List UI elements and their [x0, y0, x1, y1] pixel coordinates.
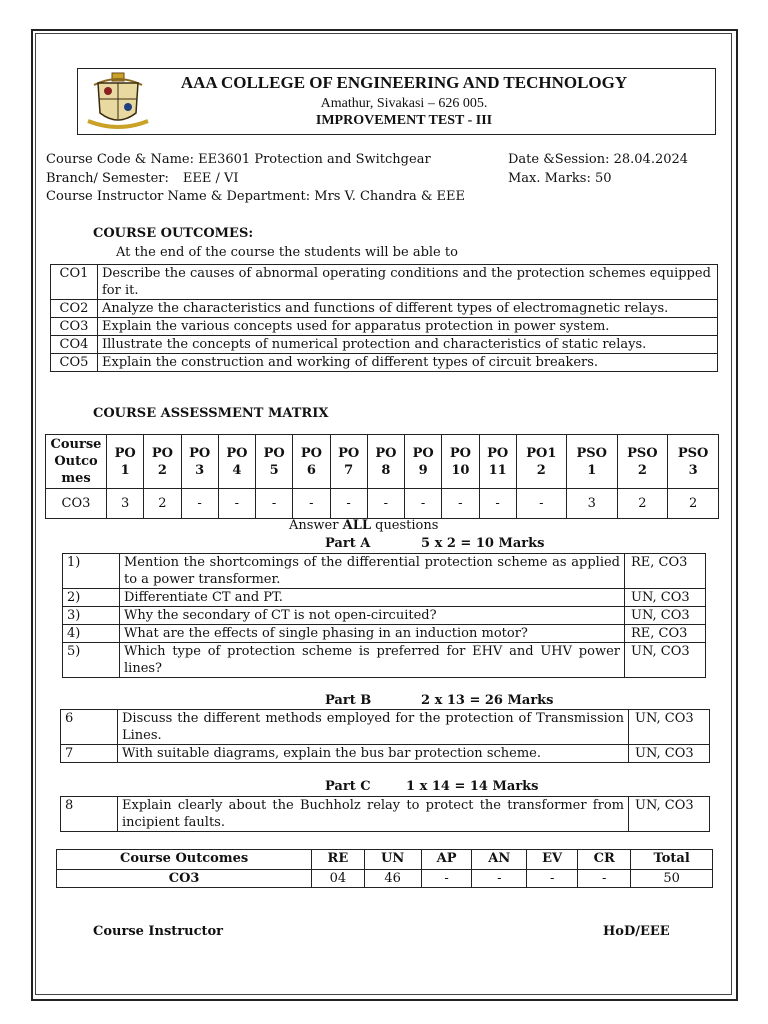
- matrix-header-line: 5: [269, 462, 279, 478]
- summary-value: 46: [364, 870, 421, 888]
- summary-value: -: [472, 870, 527, 888]
- question-row: [61, 797, 710, 832]
- summary-value: -: [421, 870, 472, 888]
- course-outcomes-intro: At the end of the course the students will be able to: [116, 245, 458, 260]
- outcome-text: Explain the various concepts used for apparatus protection in power system.: [98, 318, 718, 336]
- summary-header: RE: [312, 850, 364, 870]
- matrix-column-header: [218, 435, 255, 489]
- matrix-column-header: [107, 435, 144, 489]
- matrix-header-line: PO: [300, 445, 322, 461]
- header-box: [77, 68, 716, 135]
- outcome-code: CO5: [51, 354, 98, 372]
- matrix-header-line: PO: [263, 445, 285, 461]
- branch-semester: [46, 171, 239, 186]
- summary-value: -: [527, 870, 578, 888]
- assessment-matrix-heading: COURSE ASSESSMENT MATRIX: [93, 406, 329, 421]
- question-number: 8: [61, 797, 118, 832]
- matrix-value: 2: [668, 489, 719, 519]
- outcome-text: Explain the construction and working of different types of circuit breakers.: [98, 354, 718, 372]
- matrix-header-line: PO: [189, 445, 211, 461]
- question-text: Explain clearly about the Buchholz relay to protect the transformer from incipient faults.: [118, 797, 629, 832]
- part-b-table: [60, 709, 710, 763]
- question-text: Mention the shortcomings of the differential protection scheme as applied to a power transformer.: [120, 554, 625, 589]
- matrix-column-header: [617, 435, 668, 489]
- answer-prefix: Answer: [289, 518, 343, 533]
- summary-table: [56, 849, 713, 888]
- part-b-marks: 2 x 13 = 26 Marks: [421, 693, 554, 708]
- assessment-matrix-table: [45, 434, 719, 519]
- summary-value: 50: [631, 870, 713, 888]
- matrix-value: -: [516, 489, 566, 519]
- summary-header: EV: [527, 850, 578, 870]
- matrix-header-line: 8: [381, 462, 391, 478]
- matrix-header-line: 1: [120, 462, 130, 478]
- part-a-marks: 5 x 2 = 10 Marks: [421, 536, 545, 551]
- outcome-row: [51, 354, 718, 372]
- question-text: Differentiate CT and PT.: [120, 589, 625, 607]
- outcome-code: CO4: [51, 336, 98, 354]
- matrix-header-line: 10: [451, 462, 470, 478]
- course-code-name: Course Code & Name: EE3601 Protection and Switchgear: [46, 152, 431, 167]
- hod-signature: HoD/EEE: [603, 924, 670, 939]
- matrix-header-line: 1: [587, 462, 597, 478]
- matrix-header-line: PO: [375, 445, 397, 461]
- question-text: What are the effects of single phasing in an induction motor?: [120, 625, 625, 643]
- part-b-title: Part B: [325, 693, 372, 708]
- question-text: With suitable diagrams, explain the bus bar protection scheme.: [118, 745, 629, 763]
- question-level-co: UN, CO3: [625, 643, 706, 678]
- matrix-value: -: [405, 489, 442, 519]
- matrix-value: -: [330, 489, 367, 519]
- matrix-column-header: [668, 435, 719, 489]
- question-number: 4): [63, 625, 120, 643]
- question-row: [63, 607, 706, 625]
- matrix-value: 3: [566, 489, 617, 519]
- matrix-row-label: CO3: [46, 489, 107, 519]
- matrix-column-header: [181, 435, 218, 489]
- part-a-table: [62, 553, 706, 678]
- matrix-header-line: PO: [487, 445, 509, 461]
- matrix-header-line: PSO: [677, 445, 709, 461]
- question-level-co: UN, CO3: [625, 607, 706, 625]
- matrix-header-line: PSO: [576, 445, 607, 461]
- matrix-header-line: PO: [338, 445, 360, 461]
- matrix-header-line: PO: [449, 445, 471, 461]
- question-row: [63, 643, 706, 678]
- matrix-corner-line: mes: [61, 471, 91, 486]
- college-address: Amathur, Sivakasi – 626 005.: [320, 96, 488, 111]
- summary-value: 04: [312, 870, 364, 888]
- question-number: 5): [63, 643, 120, 678]
- course-outcomes-heading: COURSE OUTCOMES:: [93, 226, 254, 241]
- summary-header: AN: [472, 850, 527, 870]
- part-c-marks: 1 x 14 = 14 Marks: [406, 779, 539, 794]
- question-text: Why the secondary of CT is not open-circuited?: [120, 607, 625, 625]
- summary-header: Course Outcomes: [57, 850, 312, 870]
- question-row: [63, 625, 706, 643]
- part-c-title: Part C: [325, 779, 371, 794]
- answer-suffix: questions: [370, 518, 439, 533]
- matrix-value: 2: [617, 489, 668, 519]
- matrix-column-header: [516, 435, 566, 489]
- summary-value: CO3: [57, 870, 312, 888]
- outcome-row: [51, 318, 718, 336]
- matrix-value: -: [256, 489, 293, 519]
- matrix-corner-line: Course: [50, 437, 102, 452]
- matrix-header-line: 3: [195, 462, 205, 478]
- matrix-header-line: 11: [488, 462, 507, 478]
- part-a-title: Part A: [325, 536, 371, 551]
- matrix-header-line: PO: [151, 445, 173, 461]
- outcome-code: CO2: [51, 300, 98, 318]
- matrix-value: -: [293, 489, 330, 519]
- matrix-corner-line: Outco: [54, 454, 98, 469]
- matrix-header-line: PO: [114, 445, 136, 461]
- matrix-column-header: [144, 435, 181, 489]
- matrix-header-line: 2: [157, 462, 167, 478]
- course-outcomes-table: [50, 264, 718, 372]
- matrix-header-line: PSO: [627, 445, 658, 461]
- outcome-text: Analyze the characteristics and functions of different types of electromagnetic relays.: [98, 300, 718, 318]
- matrix-header-line: 2: [637, 462, 647, 478]
- summary-header: CR: [578, 850, 631, 870]
- matrix-column-header: [566, 435, 617, 489]
- course-instructor-signature: Course Instructor: [93, 924, 224, 939]
- matrix-header-line: PO1: [526, 445, 557, 461]
- matrix-column-header: [479, 435, 516, 489]
- matrix-column-header: [442, 435, 479, 489]
- matrix-column-header: [256, 435, 293, 489]
- outcome-row: [51, 300, 718, 318]
- question-number: 2): [63, 589, 120, 607]
- question-row: [61, 710, 710, 745]
- matrix-value: 2: [144, 489, 181, 519]
- matrix-header-line: 3: [688, 462, 698, 478]
- outcome-code: CO3: [51, 318, 98, 336]
- outcome-text: Illustrate the concepts of numerical protection and characteristics of static relays.: [98, 336, 718, 354]
- summary-header: AP: [421, 850, 472, 870]
- question-row: [61, 745, 710, 763]
- matrix-value: -: [479, 489, 516, 519]
- question-row: [63, 554, 706, 589]
- matrix-value: -: [181, 489, 218, 519]
- matrix-header-line: 4: [232, 462, 242, 478]
- question-number: 3): [63, 607, 120, 625]
- college-crest-icon: [86, 71, 150, 131]
- max-marks: Max. Marks: 50: [508, 171, 612, 186]
- question-number: 7: [61, 745, 118, 763]
- college-name: AAA COLLEGE OF ENGINEERING AND TECHNOLOGY: [180, 73, 628, 92]
- outcome-row: [51, 265, 718, 300]
- summary-header: Total: [631, 850, 713, 870]
- date-session: Date &Session: 28.04.2024: [508, 152, 689, 167]
- question-number: 1): [63, 554, 120, 589]
- matrix-header-line: PO: [226, 445, 248, 461]
- question-level-co: UN, CO3: [625, 589, 706, 607]
- outcome-code: CO1: [51, 265, 98, 300]
- summary-value: -: [578, 870, 631, 888]
- matrix-header-line: 2: [536, 462, 546, 478]
- matrix-header-line: 7: [344, 462, 354, 478]
- question-level-co: UN, CO3: [629, 745, 710, 763]
- outcome-row: [51, 336, 718, 354]
- question-level-co: UN, CO3: [629, 710, 710, 745]
- question-number: 6: [61, 710, 118, 745]
- outcome-text: Describe the causes of abnormal operating conditions and the protection schemes equipped for it.: [98, 265, 718, 300]
- question-level-co: RE, CO3: [625, 625, 706, 643]
- part-c-table: [60, 796, 710, 832]
- answer-all-bold: ALL: [342, 518, 371, 533]
- matrix-corner-header: [46, 435, 107, 489]
- matrix-value: -: [218, 489, 255, 519]
- matrix-column-header: [293, 435, 330, 489]
- matrix-value: 3: [107, 489, 144, 519]
- matrix-column-header: [405, 435, 442, 489]
- branch-value: EEE / VI: [182, 171, 239, 186]
- summary-header: UN: [364, 850, 421, 870]
- matrix-column-header: [367, 435, 404, 489]
- matrix-header-line: 9: [418, 462, 428, 478]
- matrix-header-line: 6: [306, 462, 316, 478]
- question-level-co: UN, CO3: [629, 797, 710, 832]
- question-text: Discuss the different methods employed for the protection of Transmission Lines.: [118, 710, 629, 745]
- question-level-co: RE, CO3: [625, 554, 706, 589]
- answer-all-line: [289, 518, 438, 533]
- test-title: IMPROVEMENT TEST - III: [315, 113, 493, 128]
- question-text: Which type of protection scheme is preferred for EHV and UHV power lines?: [120, 643, 625, 678]
- matrix-value: -: [367, 489, 404, 519]
- question-row: [63, 589, 706, 607]
- course-instructor: Course Instructor Name & Department: Mrs V. Chandra & EEE: [46, 189, 466, 204]
- matrix-value: -: [442, 489, 479, 519]
- matrix-column-header: [330, 435, 367, 489]
- branch-label: Branch/ Semester:: [46, 171, 169, 186]
- matrix-header-line: PO: [412, 445, 434, 461]
